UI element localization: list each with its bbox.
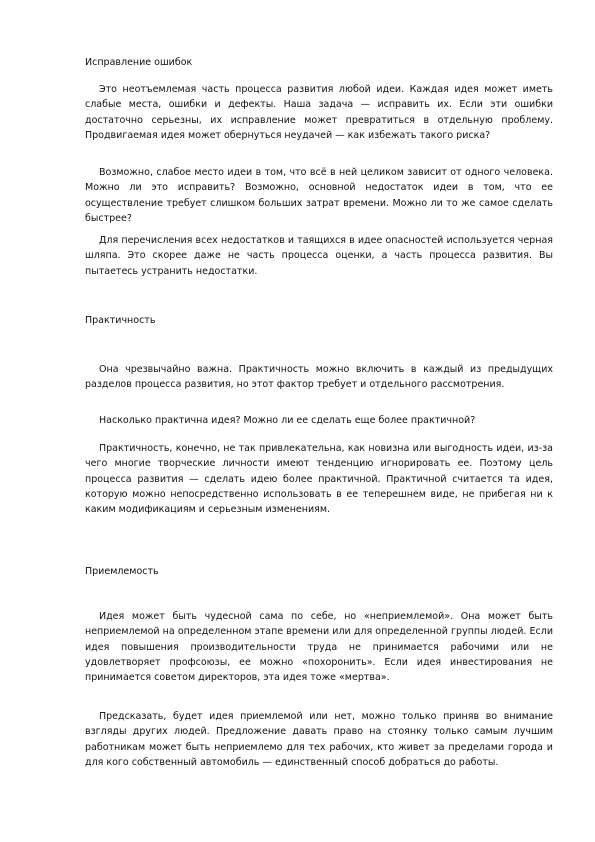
section-heading-acceptability: Приемлемость xyxy=(85,566,159,577)
paragraph: Для перечисления всех недостатков и таящихся в идее опасностей используется черная шляпа. Это скорее даже не часть процесса оценки, а часть процесса развития. Вы пытаетесь устранить недостатки. xyxy=(85,235,553,277)
paragraph: Возможно, слабое место идеи в том, что всё в ней целиком зависит от одного человека. Можно ли это исправить? Возможно, основной недостаток идеи в том, что ее осуществление требует слишком больших затрат времени. Можно ли то же самое сделать быстрее? xyxy=(85,167,553,224)
paragraph: Это неотъемлемая часть процесса развития любой идеи. Каждая идея может иметь слабые места, ошибки и дефекты. Наша задача — исправить их. Если эти ошибки достаточно серьезны, их исправление может превратиться в отдельную проблему. Продвигаемая идея может обернуться неудачей — как избежать такого риска? xyxy=(85,84,553,141)
section-heading-error-correction: Исправление ошибок xyxy=(85,57,193,68)
paragraph: Она чрезвычайно важна. Практичность можно включить в каждый из предыдущих разделов процесса развития, но этот фактор требует и отдельного рассмотрения. xyxy=(85,364,553,391)
document-page xyxy=(85,0,553,842)
section-heading-practicality: Практичность xyxy=(85,315,156,326)
paragraph: Практичность, конечно, не так привлекательна, как новизна или выгодность идеи, из-за чего многие творческие личности имеют тенденцию игнорировать ее. Поэтому цель процесса развития — сделать идею более практичной. Практичной считается та идея, которую можно непосредственно использовать в ее теперешнем виде, не прибегая ни к каким модификациям и серьезным изменениям. xyxy=(85,443,553,516)
paragraph: Насколько практична идея? Можно ли ее сделать еще более практичной? xyxy=(99,415,476,426)
paragraph: Предсказать, будет идея приемлемой или нет, можно только приняв во внимание взгляды других людей. Предложение давать право на стоянку только самым лучшим работникам может быть неприемлемо для тех рабочих, кто живет за пределами города и для кого собственный автомобиль — единственный способ добраться до работы. xyxy=(85,711,553,768)
paragraph: Идея может быть чудесной сама по себе, но «неприемлемой». Она может быть неприемлемой на определенном этапе времени или для определенной группы людей. Если идея повышения производительности труда не принимается рабочими или не удовлетворяет профсоюзы, ее можно «похоронить». Если идея инвестирования не принимается советом директоров, эта идея тоже «мертва». xyxy=(85,611,553,684)
